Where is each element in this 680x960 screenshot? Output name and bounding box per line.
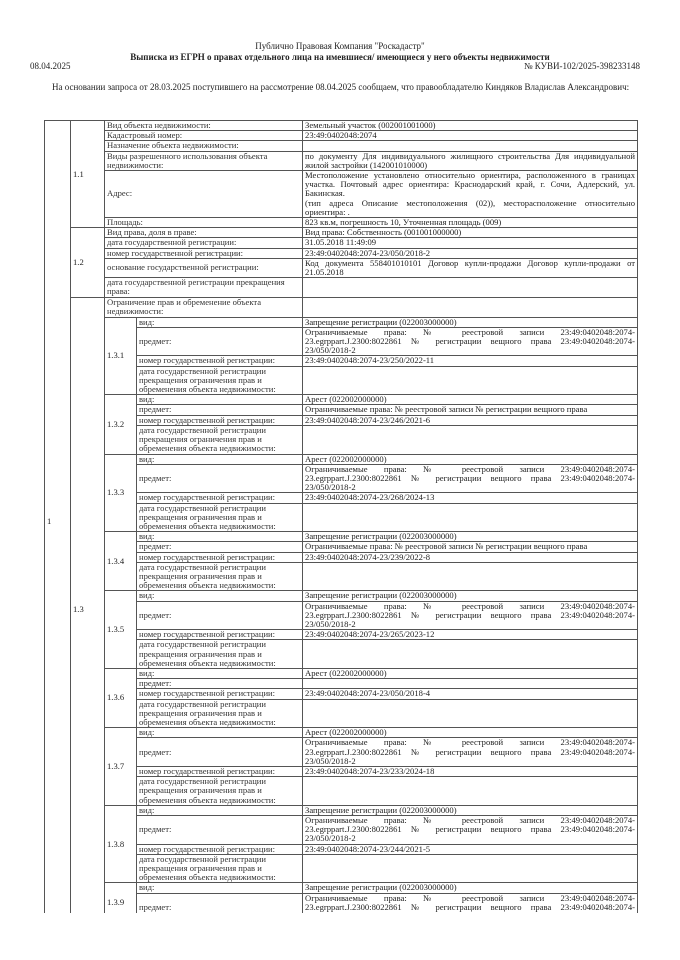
encumbrance-reg-number-label: номер государственной регистрации: [137, 415, 303, 425]
encumbrance-kind-value: Запрещение регистрации (022003000000) [303, 805, 638, 815]
encumbrance-end-date-label: дата государственной регистрации прекращения ограничения прав и обременения объекта недвижимости: [137, 366, 303, 395]
encumbrance-reg-number-label: номер государственной регистрации: [137, 356, 303, 366]
encumbrance-end-date-label: дата государственной регистрации прекращения ограничения прав и обременения объекта недвижимости: [137, 777, 303, 806]
object-field-label: Вид объекта недвижимости: [105, 121, 303, 131]
right-field-value: Код документа 558401010101 Договор купли-продажи Договор купли-продажи от 21.05.2018 [303, 258, 638, 277]
encumbrance-subject-label: предмет: [137, 738, 303, 767]
object-field-value: Земельный участок (002001001000) [303, 121, 638, 131]
encumbrance-item-index: 1.3.5 [105, 591, 137, 669]
encumbrance-subject-label: предмет: [137, 893, 303, 922]
encumbrance-subject-label: предмет: [137, 464, 303, 493]
right-row [45, 258, 638, 277]
object-row [45, 141, 638, 151]
encumbrance-kind-value: Арест (022002000000) [303, 668, 638, 678]
encumbrance-subject-label: предмет: [137, 679, 303, 689]
encumbrance-end-date-value [303, 503, 638, 532]
encumbrance-reg-number-value: 23:49:0402048:2074-23/050/2018-4 [303, 689, 638, 699]
encumbrance-subject-value [303, 679, 638, 689]
encumbrance-kind-label: вид: [137, 591, 303, 601]
encumbrance-item-index: 1.3.3 [105, 454, 137, 532]
object-field-value: 823 кв.м, погрешность 10, Уточненная площадь (009) [303, 218, 638, 228]
encumbrance-end-date-label: дата государственной регистрации прекращения ограничения прав и обременения объекта недвижимости: [137, 640, 303, 669]
encumbrance-kind-value: Арест (022002000000) [303, 395, 638, 405]
encumbrance-row [45, 395, 638, 405]
encumbrance-subject-value: Ограничиваемые права: № реестровой записи № регистрации вещного права [303, 542, 638, 552]
egrn-table [44, 120, 638, 922]
right-field-value: Вид права: Собственность (001001000000) [303, 228, 638, 238]
encumbrance-end-date-label: дата государственной регистрации прекращения ограничения прав и обременения объекта недвижимости: [137, 562, 303, 591]
encumbrance-row [45, 317, 638, 327]
encumbrance-end-date-value [303, 425, 638, 454]
encumbrance-kind-value: Запрещение регистрации (022003000000) [303, 591, 638, 601]
encumbrance-kind-label: вид: [137, 728, 303, 738]
encumbrance-row [45, 532, 638, 542]
object-field-label: Кадастровый номер: [105, 131, 303, 141]
right-field-value [303, 278, 638, 297]
encumbrance-item-index: 1.3.6 [105, 668, 137, 727]
encumbrance-reg-number-label: номер государственной регистрации: [137, 767, 303, 777]
encumbrance-reg-number-label: номер государственной регистрации: [137, 689, 303, 699]
object-row [45, 171, 638, 218]
encumbrance-heading: Ограничение прав и обременение объекта недвижимости: [105, 297, 303, 317]
encumbrance-end-date-value [303, 699, 638, 728]
object-field-label: Виды разрешенного использования объекта недвижимости: [105, 151, 303, 170]
encumbrance-row [45, 454, 638, 464]
encumbrance-subject-value: Ограничиваемые права: № реестровой записи 23:49:0402048:2074-23.egrpрart.J.2300:8022861 № регистрации вещного права 23:49:0402048:2074-23/050/2018-2 [303, 601, 638, 630]
object-row [45, 151, 638, 170]
encumbrance-end-date-value [303, 562, 638, 591]
right-row [45, 278, 638, 297]
object-field-value: по документу Для индивидуального жилищного строительства Для индивидуальной жилой застройки (142001010000) [303, 151, 638, 170]
encumbrance-reg-number-value: 23:49:0402048:2074-23/239/2022-8 [303, 552, 638, 562]
encumbrance-end-date-label: дата государственной регистрации прекращения ограничения прав и обременения объекта недвижимости: [137, 699, 303, 728]
encumbrance-subject-label: предмет: [137, 816, 303, 845]
encumbrance-end-date-value [303, 640, 638, 669]
page-bottom-margin [0, 913, 680, 960]
encumbrance-subject-value: Ограничиваемые права: № реестровой записи 23:49:0402048:2074-23.egrpрart.J.2300:8022861 № регистрации вещного права 23:49:0402048:2074-23/050/2018-2 [303, 327, 638, 356]
encumbrance-subject-value: Ограничиваемые права: № реестровой записи 23:49:0402048:2074-23.egrpрart.J.2300:8022861 № регистрации вещного права 23:49:0402048:2074- [303, 893, 638, 922]
encumbrance-reg-number-value: 23:49:0402048:2074-23/233/2024-18 [303, 767, 638, 777]
encumbrance-end-date-label: дата государственной регистрации прекращения ограничения прав и обременения объекта недвижимости: [137, 503, 303, 532]
encumbrance-kind-label: вид: [137, 395, 303, 405]
encumbrance-kind-value: Арест (022002000000) [303, 454, 638, 464]
record-index: 1 [45, 121, 71, 922]
address-type-text: (тип адреса Описание местоположения (02)), месторасположение относительно ориентира: . [305, 197, 636, 217]
right-row [45, 238, 638, 248]
encumbrance-subject-label: предмет: [137, 542, 303, 552]
encumbrance-reg-number-value: 23:49:0402048:2074-23/268/2024-13 [303, 493, 638, 503]
encumbrance-item-index: 1.3.7 [105, 728, 137, 806]
encumbrance-reg-number-label: номер государственной регистрации: [137, 844, 303, 854]
document-title: Выписка из ЕГРН о правах отдельного лица на имевшиеся/ имеющиеся у него объекты недвижимости [130, 52, 550, 62]
encumbrance-subject-value: Ограничиваемые права: № реестровой записи 23:49:0402048:2074-23.egrpрart.J.2300:8022861 № регистрации вещного права 23:49:0402048:2074-23/050/2018-2 [303, 464, 638, 493]
object-field-value: 23:49:0402048:2074 [303, 131, 638, 141]
encumbrance-kind-value: Запрещение регистрации (022003000000) [303, 883, 638, 893]
encumbrance-subject-label: предмет: [137, 327, 303, 356]
encumbrance-kind-label: вид: [137, 668, 303, 678]
encumbrance-kind-label: вид: [137, 532, 303, 542]
encumbrance-item-index: 1.3.1 [105, 317, 137, 395]
encumbrance-reg-number-value: 23:49:0402048:2074-23/244/2021-5 [303, 844, 638, 854]
encumbrance-end-date-value [303, 854, 638, 883]
object-field-value [303, 141, 638, 151]
intro-paragraph: На основании запроса от 28.03.2025 поступившего на рассмотрение 08.04.2025 сообщаем, что правообладателю Киндяков Владислав Александрович: [52, 82, 630, 92]
right-field-label: Вид права, доля в праве: [105, 228, 303, 238]
encumbrance-kind-label: вид: [137, 883, 303, 893]
encumbrance-reg-number-label: номер государственной регистрации: [137, 493, 303, 503]
organization-name: Публично Правовая Компания "Роскадастр" [255, 41, 425, 51]
object-row [45, 121, 638, 131]
object-section-index: 1.1 [71, 121, 105, 228]
right-row [45, 248, 638, 258]
encumbrance-row [45, 805, 638, 815]
encumbrance-section-index: 1.3 [71, 297, 105, 922]
encumbrance-reg-number-label: номер государственной регистрации: [137, 630, 303, 640]
encumbrance-kind-label: вид: [137, 805, 303, 815]
encumbrance-end-date-value [303, 366, 638, 395]
object-field-label: Адрес: [105, 171, 303, 218]
right-field-value: 23:49:0402048:2074-23/050/2018-2 [303, 248, 638, 258]
encumbrance-end-date-label: дата государственной регистрации прекращения ограничения прав и обременения объекта недвижимости: [137, 425, 303, 454]
encumbrance-reg-number-label: номер государственной регистрации: [137, 552, 303, 562]
encumbrance-row [45, 728, 638, 738]
encumbrance-item-index: 1.3.2 [105, 395, 137, 454]
right-field-value: 31.05.2018 11:49:09 [303, 238, 638, 248]
document-date: 08.04.2025 [30, 61, 71, 71]
right-field-label: дата государственной регистрации прекращения права: [105, 278, 303, 297]
right-row [45, 228, 638, 238]
right-section-index: 1.2 [71, 228, 105, 297]
encumbrance-kind-value: Арест (022002000000) [303, 728, 638, 738]
encumbrance-subject-value: Ограничиваемые права: № реестровой записи 23:49:0402048:2074-23.egrpрart.J.2300:8022861 № регистрации вещного права 23:49:0402048:2074-23/050/2018-2 [303, 816, 638, 845]
object-field-label: Назначение объекта недвижимости: [105, 141, 303, 151]
object-field-label: Площадь: [105, 218, 303, 228]
encumbrance-reg-number-value: 23:49:0402048:2074-23/265/2023-12 [303, 630, 638, 640]
object-row [45, 218, 638, 228]
encumbrance-subject-value: Ограничиваемые права: № реестровой записи № регистрации вещного права [303, 405, 638, 415]
encumbrance-heading-value [303, 297, 638, 317]
encumbrance-kind-label: вид: [137, 317, 303, 327]
encumbrance-item-index: 1.3.8 [105, 805, 137, 883]
encumbrance-subject-value: Ограничиваемые права: № реестровой записи 23:49:0402048:2074-23.egrpрart.J.2300:8022861 № регистрации вещного права 23:49:0402048:2074-23/050/2018-2 [303, 738, 638, 767]
encumbrance-item-index: 1.3.9 [105, 883, 137, 922]
right-field-label: дата государственной регистрации: [105, 238, 303, 248]
encumbrance-row [45, 591, 638, 601]
encumbrance-row [45, 668, 638, 678]
encumbrance-subject-label: предмет: [137, 405, 303, 415]
address-text: Местоположение установлено относительно ориентира, расположенного в границах участка. Почтовый адрес ориентира: Краснодарский край, г. Сочи, Адлерский, ул. Бакинская. [305, 170, 636, 199]
right-field-label: основание государственной регистрации: [105, 258, 303, 277]
encumbrance-end-date-value [303, 777, 638, 806]
object-field-value [303, 171, 638, 218]
encumbrance-kind-label: вид: [137, 454, 303, 464]
object-row [45, 131, 638, 141]
document-number: № КУВИ-102/2025-398233148 [523, 61, 640, 71]
encumbrance-reg-number-value: 23:49:0402048:2074-23/246/2021-6 [303, 415, 638, 425]
encumbrance-heading-row [45, 297, 638, 317]
encumbrance-row [45, 883, 638, 893]
encumbrance-reg-number-value: 23:49:0402048:2074-23/250/2022-11 [303, 356, 638, 366]
encumbrance-kind-value: Запрещение регистрации (022003000000) [303, 532, 638, 542]
encumbrance-end-date-label: дата государственной регистрации прекращения ограничения прав и обременения объекта недвижимости: [137, 854, 303, 883]
encumbrance-kind-value: Запрещение регистрации (022003000000) [303, 317, 638, 327]
encumbrance-subject-label: предмет: [137, 601, 303, 630]
encumbrance-item-index: 1.3.4 [105, 532, 137, 591]
right-field-label: номер государственной регистрации: [105, 248, 303, 258]
